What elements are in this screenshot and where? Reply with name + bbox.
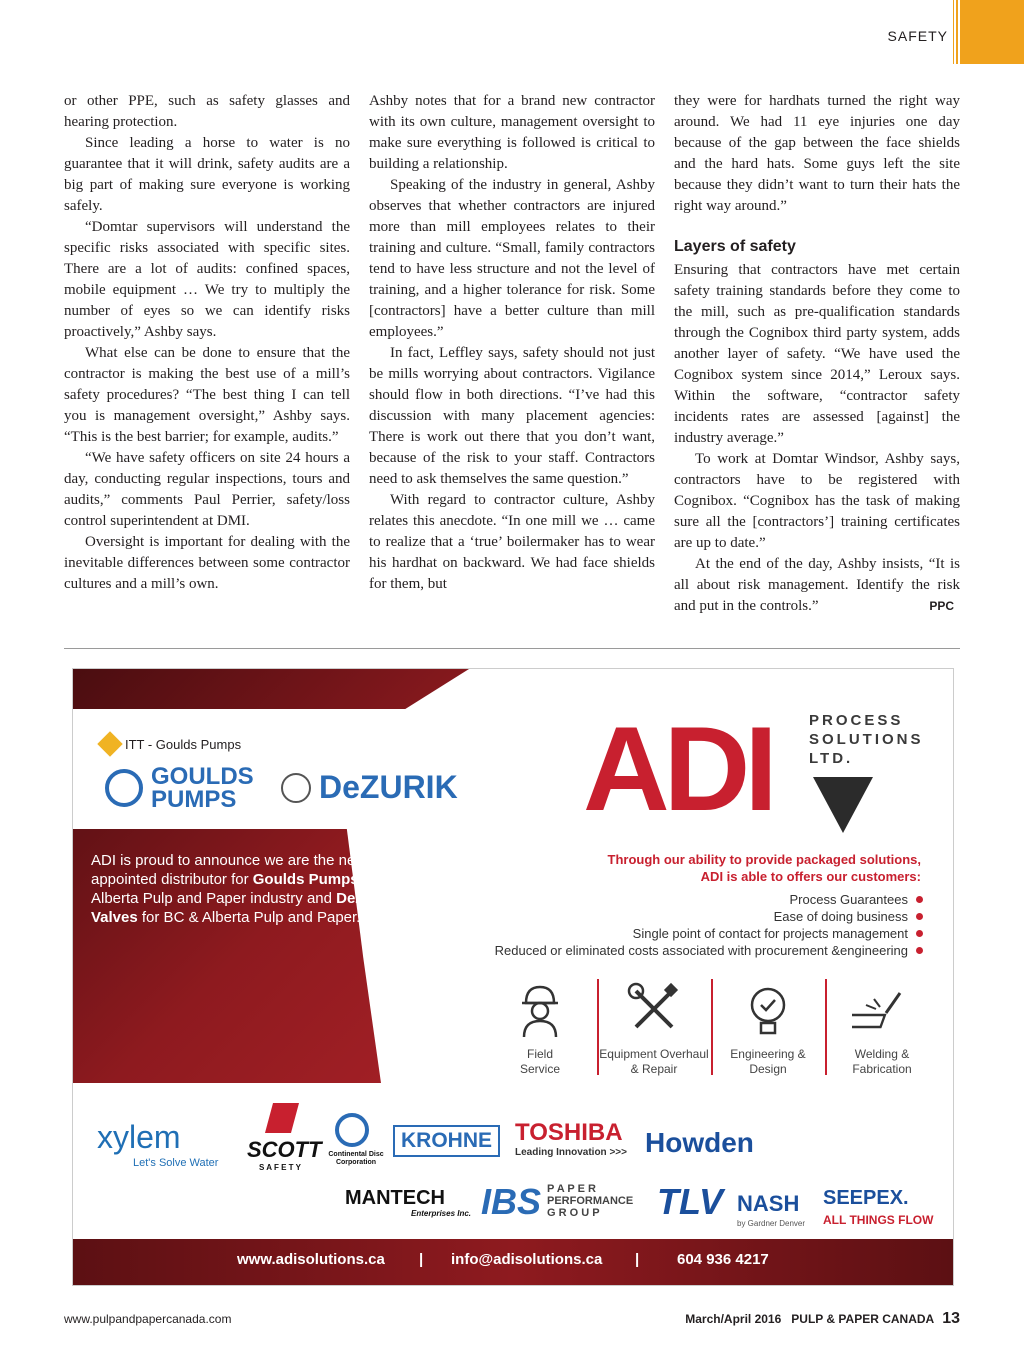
benefit-item: Process Guarantees — [495, 891, 923, 908]
brand-logos — [73, 1083, 953, 1239]
worker-icon — [510, 979, 570, 1039]
ad-contact-bar — [73, 1239, 953, 1285]
toshiba-logo: TOSHIBA — [515, 1119, 623, 1146]
goulds-text-2: PUMPS — [151, 786, 237, 813]
footer-issue — [685, 1310, 960, 1328]
benefit-item: Reduced or eliminated costs associated with procurement &engineering — [495, 942, 923, 959]
service-overhaul — [599, 979, 709, 1077]
bullet-icon — [916, 947, 923, 954]
article-column-1 — [64, 91, 350, 595]
dezurik-logo — [281, 769, 458, 806]
paragraph: or other PPE, such as safety glasses and hearing protection. — [64, 93, 350, 130]
ad-phone: 604 936 4217 — [677, 1251, 769, 1268]
nash-sub: by Gardner Denver — [737, 1219, 806, 1228]
announce-text: ADI is proud to announce we are the newly appointed distributor for — [91, 852, 378, 888]
announce-bold: Goulds Pumps — [252, 871, 359, 888]
continental-disc-icon — [335, 1113, 369, 1147]
paragraph: With regard to contractor culture, Ashby relates this anecdote. “In one mill we … came to realize that a ‘true’ boilermaker has to wear his hardhat on backward. We had face shields for them, but — [369, 492, 655, 592]
services-row — [485, 979, 925, 1083]
announce-bold: DeZurik Valves — [91, 890, 393, 926]
paragraph: “We have safety officers on site 24 hours a day, conducting regular inspections, tours and audits,” comments Paul Perrier, safety/loss control superintendent at DMI. — [64, 450, 350, 529]
announcement — [91, 851, 401, 927]
lightbulb-gear-icon — [738, 979, 798, 1039]
end-mark: PPC — [929, 599, 954, 613]
magazine-name: PULP & PAPER CANADA — [791, 1312, 935, 1326]
service-field — [485, 979, 595, 1077]
mantech-sub: Enterprises Inc. — [411, 1209, 472, 1218]
adi-triangle-icon — [813, 777, 873, 833]
goulds-text-1: GOULDS — [151, 763, 254, 790]
paragraph: In fact, Leffley says, safety should not just be mills worrying about contractors. Vigilance should flow in both directions. “I’ve had this discussion with many placement agencies: There is work out there that you don’t want, because of the risk to your staff. Contractors need to ask themselves the same question.” — [369, 345, 655, 487]
howden-logo: Howden — [645, 1127, 754, 1158]
service-label: Welding & — [854, 1047, 910, 1061]
paragraph: What else can be done to ensure that the contractor is making the best use of a mill’s safety procedures? “The best thing I can tell you is management oversight,” Ashby says. “This is the best barrier; for example, audits.” — [64, 345, 350, 445]
paragraph: Ashby notes that for a brand new contractor with its own culture, management oversight to make sure everything is followed is critical to building a relationship. — [369, 93, 655, 172]
announce-text: in the Alberta Pulp and Paper industry and — [91, 871, 400, 907]
paragraph: they were for hardhats turned the right way around. We had 11 eye injuries one day because of the gap between the face shields and the hard hats. Some guys left the site because they didn’t want to turn their hats the right way around.” — [674, 93, 960, 214]
service-label: Equipment Overhaul — [599, 1047, 709, 1061]
continental-logo: Continental Disc Corporation — [328, 1151, 384, 1166]
bullet-icon — [916, 896, 923, 903]
adi-logo: ADI — [583, 702, 772, 836]
article-column-3 — [674, 91, 960, 617]
xylem-logo: xylem — [97, 1119, 181, 1155]
benefits-list — [495, 891, 923, 959]
seepex-logo: SEEPEX. — [823, 1187, 909, 1209]
value-line-1: Through our ability to provide packaged solutions, — [607, 852, 921, 867]
itt-mark-icon — [97, 731, 122, 756]
value-line-2: ADI is able to offers our customers: — [700, 869, 921, 884]
welding-icon — [852, 979, 912, 1039]
tab-stripe-mid — [956, 0, 958, 64]
process-line-1: PROCESS — [809, 712, 904, 729]
page-number: 13 — [942, 1310, 960, 1327]
paragraph: Speaking of the industry in general, Ashby observes that whether contractors are injured more than mill employees relates to their training and culture. “Small, family contractors tend to have less structure and not the level of training, and a higher tolerance for risk. Some [contractors] have a better culture than mill employees.” — [369, 177, 655, 340]
ibs-text — [547, 1183, 633, 1219]
seepex-tagline: ALL THINGS FLOW — [823, 1213, 934, 1227]
krohne-logo: KROHNE — [393, 1125, 500, 1157]
service-label: Design — [749, 1062, 787, 1076]
issue-date: March/April 2016 — [685, 1312, 782, 1326]
ibs-logo: IBS — [481, 1181, 542, 1222]
paragraph: Oversight is important for dealing with the inevitable differences between some contractor cultures and a mill’s own. — [64, 534, 350, 592]
paragraph: Ensuring that contractors have met certain safety training standards before they come to the mill, such as pre-qualification standards through the Cognibox third party system, adds another layer of safety. “We have used the Cognibox system since 2014,” Leroux says. Within the software, “contractor safety incidents rates are assessed [against] the industry average.” — [674, 262, 960, 446]
article-column-2 — [369, 91, 655, 595]
benefit-item: Ease of doing business — [495, 908, 923, 925]
service-engineering — [713, 979, 823, 1077]
footer-url[interactable]: www.pulpandpapercanada.com — [64, 1312, 232, 1326]
process-line-2: SOLUTIONS — [809, 731, 924, 748]
ibs-line: PERFORMANCE — [547, 1195, 634, 1207]
tlv-logo: TLV — [657, 1181, 724, 1222]
xylem-tagline: Let's Solve Water — [133, 1157, 219, 1169]
bullet-icon — [916, 913, 923, 920]
paragraph — [674, 554, 960, 617]
dezurik-ring-icon — [281, 773, 311, 803]
adi-process-solutions — [809, 711, 924, 768]
scott-sub: S A F E T Y — [259, 1163, 301, 1172]
ad-website-link[interactable]: www.adisolutions.ca — [237, 1251, 385, 1268]
scott-mark-icon — [265, 1103, 299, 1133]
value-statement — [521, 851, 921, 885]
wrench-screwdriver-icon — [624, 979, 684, 1039]
section-tab — [960, 0, 1024, 64]
ibs-line: G R O U P — [547, 1207, 600, 1219]
service-label: & Repair — [630, 1062, 678, 1076]
bullet-icon — [916, 930, 923, 937]
tab-stripe-thin — [953, 0, 954, 64]
service-label: Engineering & — [730, 1047, 806, 1061]
paragraph-text: At the end of the day, Ashby insists, “It is all about risk management. Identify the risk and put in the controls.” — [674, 556, 960, 614]
announce-text: for BC & Alberta Pulp and Paper. — [137, 909, 361, 926]
service-label: Field — [526, 1047, 553, 1061]
dezurik-text: DeZURIK — [319, 769, 458, 805]
service-label: Fabrication — [852, 1062, 912, 1076]
scott-logo: SCOTT — [247, 1137, 322, 1162]
paragraph: “Domtar supervisors will understand the specific risks associated with specific sites. There are a lot of audits: confined spaces, mobile equipment … We try to multiply the number of eyes so we can identify risks proactively,” Ashby says. — [64, 219, 350, 340]
service-welding — [827, 979, 937, 1077]
paragraph: Since leading a horse to water is no guarantee that it will drink, safety audits are a big part of making sure everyone is working safely. — [64, 135, 350, 214]
itt-logo — [101, 735, 241, 753]
benefit-item: Single point of contact for projects management — [495, 925, 923, 942]
process-line-3: LTD. — [809, 750, 854, 767]
separator: | — [635, 1251, 640, 1268]
divider-rule — [64, 648, 960, 649]
mantech-logo: MANTECH — [345, 1187, 445, 1209]
ibs-line: P A P E R — [547, 1183, 596, 1195]
separator: | — [419, 1251, 424, 1268]
goulds-logo — [105, 765, 254, 811]
toshiba-tagline: Leading Innovation >>> — [515, 1147, 627, 1158]
service-label: Service — [519, 1062, 560, 1076]
itt-label: ITT - Goulds Pumps — [125, 737, 242, 752]
subheading: Layers of safety — [674, 238, 796, 255]
advertisement — [72, 668, 954, 1286]
paragraph: To work at Domtar Windsor, Ashby says, contractors have to be registered with Cognibox. “Cognibox has the task of making sure all the [contractors’] training certificates are up to date.” — [674, 451, 960, 551]
ad-email-link[interactable]: info@adisolutions.ca — [451, 1251, 603, 1268]
goulds-disc-icon — [105, 769, 143, 807]
section-label: SAFETY — [887, 28, 948, 44]
nash-logo: NASH — [737, 1191, 800, 1216]
